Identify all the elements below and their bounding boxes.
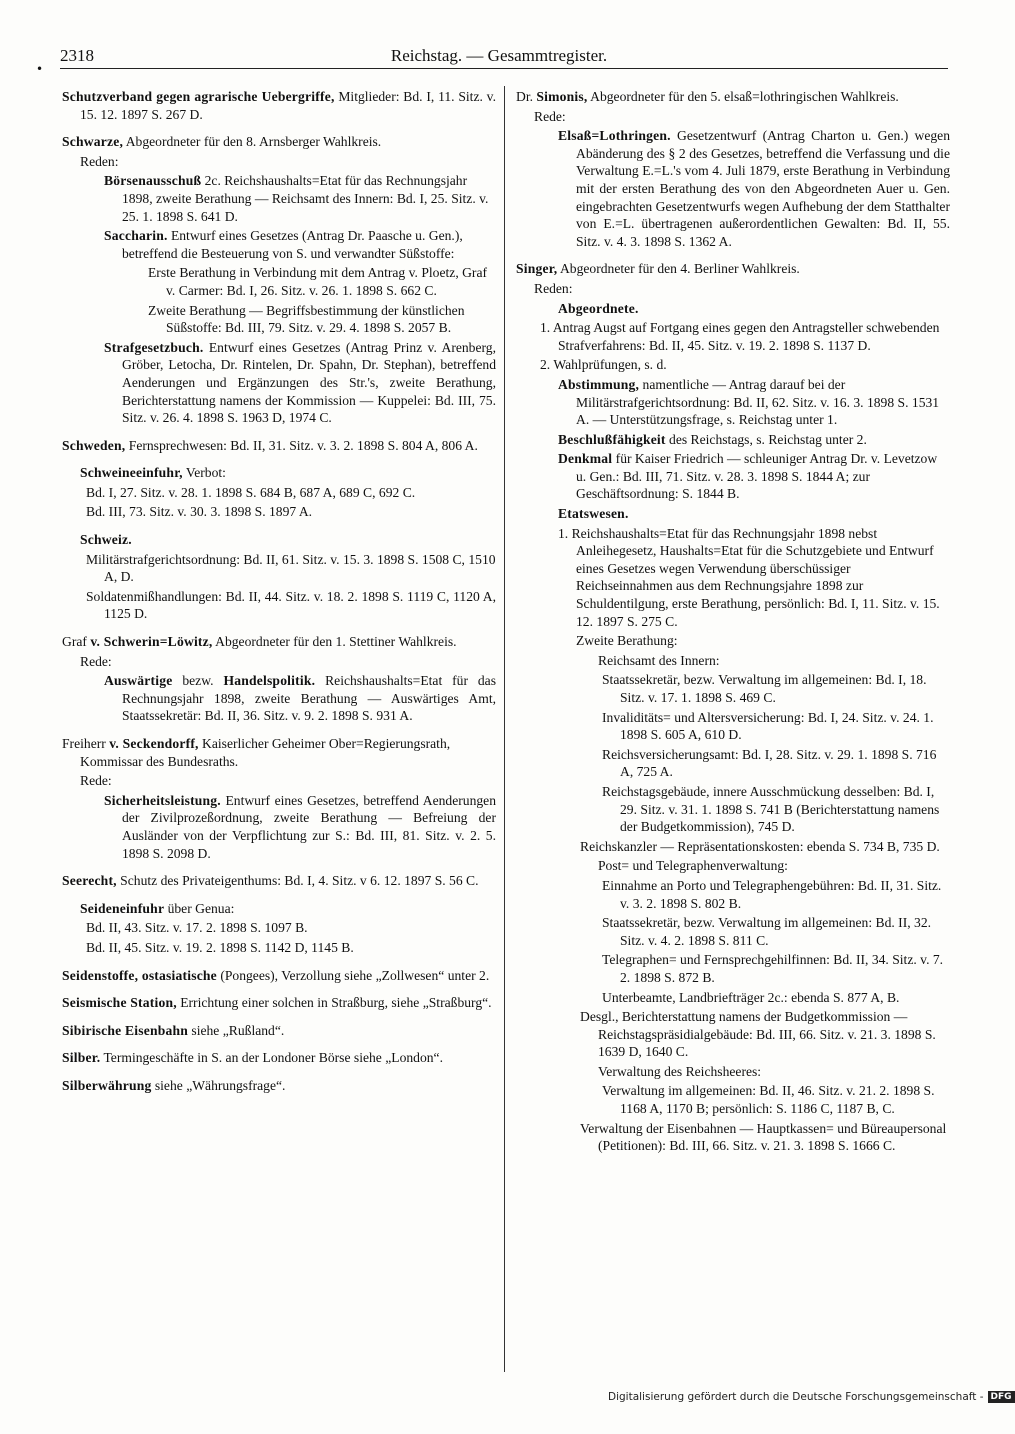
entry-text: siehe „Rußland“. <box>188 1022 285 1038</box>
index-entry <box>514 525 950 631</box>
entry-keyword: v. Seckendorff, <box>109 736 199 751</box>
entry-text: 2. Wahlprüfungen, s. d. <box>540 357 667 373</box>
entry-keyword: Seideneinfuhr <box>80 900 165 916</box>
index-entry <box>60 339 496 427</box>
index-entry <box>60 872 496 890</box>
index-entry <box>514 356 950 374</box>
entry-text: (Pongees), Verzollung siehe „Zollwesen“ unter 2. <box>216 967 490 983</box>
entry-text: Rede: <box>534 108 566 124</box>
entry-keyword: Seerecht, <box>62 873 117 889</box>
index-entry <box>60 967 496 985</box>
index-entry <box>514 1063 950 1081</box>
index-entry <box>60 153 496 171</box>
entry-keyword: v. Schwerin=Löwitz, <box>90 634 213 650</box>
index-entry <box>514 300 950 318</box>
entry-text: Abgeordneter für den 5. elsaß=lothringischen Wahlkreis. <box>587 89 899 104</box>
entry-keyword: Schutzverband gegen agrarische Uebergriffe, <box>62 89 335 104</box>
entry-keyword: Auswärtige <box>104 673 173 689</box>
entry-keyword: Handelspolitik. <box>223 673 316 689</box>
index-entry <box>514 1082 950 1117</box>
index-entry <box>514 280 950 298</box>
index-entry <box>514 652 950 670</box>
index-entry <box>514 1008 950 1061</box>
entry-text: Post= und Telegraphenverwaltung: <box>598 858 788 874</box>
entry-text: Invaliditäts= und Altersversicherung: Bd. I, 24. Sitz. v. 24. 1. 1898 S. 605 A, 610 D. <box>602 709 934 743</box>
entry-keyword: Beschlußfähigkeit <box>558 431 666 447</box>
header-rule <box>60 68 948 69</box>
index-entry <box>60 464 496 482</box>
index-entry <box>514 951 950 986</box>
entry-text: Entwurf eines Gesetzes (Antrag Prinz v. Arenberg, Gröber, Letocha, Dr. Rintelen, Dr. Spahn, Dr. Stephan), betreffend Aenderungen und Ergänzungen des Str.'s, zweite Berathung, Berichterstattung namens der Kommission — Kuppelei: Bd. III, 75. Sitz. v. 26. 4. 1898 S. 1963 D, 1974 C. <box>122 339 496 426</box>
index-entry <box>60 1077 496 1095</box>
entry-keyword: Simonis, <box>536 89 588 104</box>
index-entry <box>60 1049 496 1067</box>
index-entry <box>60 588 496 623</box>
index-entry <box>60 227 496 262</box>
entry-text: Militärstrafgerichtsordnung: Bd. II, 61. Sitz. v. 15. 3. 1898 S. 1508 C, 1510 A, D. <box>86 551 496 585</box>
entry-text: Rede: <box>80 773 112 789</box>
index-entry <box>60 900 496 918</box>
entry-keyword: Silberwährung <box>62 1077 152 1093</box>
entry-keyword: Schwarze, <box>62 134 124 150</box>
entry-text: Schutz des Privateigenthums: Bd. I, 4. Sitz. v 6. 12. 1897 S. 56 C. <box>116 873 479 889</box>
running-title: Reichstag. — Gesammtregister. <box>390 46 608 65</box>
index-entry <box>514 877 950 912</box>
index-entry <box>514 1120 950 1155</box>
index-entry <box>514 450 950 503</box>
entry-text: Unterbeamte, Landbriefträger 2c.: ebenda S. 877 A, B. <box>602 989 900 1005</box>
index-entry <box>60 133 496 151</box>
entry-text: Bd. II, 45. Sitz. v. 19. 2. 1898 S. 1142 D, 1145 B. <box>86 939 354 955</box>
index-entry <box>514 838 950 856</box>
entry-keyword: Schweineeinfuhr, <box>80 465 183 481</box>
entry-text: Reichsamt des Innern: <box>598 652 720 668</box>
index-entry <box>60 437 496 455</box>
entry-text: Reichstagsgebäude, innere Ausschmückung desselben: Bd. I, 29. Sitz. v. 31. 1. 1898 S. 741 B (Berichterstattung namens der Budgetkommission), 745 D. <box>602 783 940 835</box>
entry-text: Kaiserlicher Geheimer Ober=Regierungsrath, Kommissar des Bundesraths. <box>80 736 451 769</box>
index-entry <box>60 531 496 549</box>
index-entry <box>60 772 496 790</box>
entry-keyword: Abgeordnete. <box>558 300 639 316</box>
entry-text: 1. Reichshaushalts=Etat für das Rechnungsjahr 1898 nebst Anleihegesetz, Haushalts=Etat für die Schutzgebiete und Entwurf eines Gesetzes wegen Verwendung überschüssiger Reichseinnahmen aus dem Rechnungsjahre 1898 zur Schuldentilgung, erste Berathung, persönlich: Bd. I, 11. Sitz. v. 15. 12. 1897 S. 275 C. <box>558 525 940 629</box>
entry-keyword: Schweden, <box>62 437 126 453</box>
entry-text: siehe „Währungsfrage“. <box>151 1077 286 1093</box>
entry-text: Reden: <box>534 280 573 296</box>
entry-text: Errichtung einer solchen in Straßburg, siehe „Straßburg“. <box>176 995 492 1011</box>
entry-text: Soldatenmißhandlungen: Bd. II, 44. Sitz. v. 18. 2. 1898 S. 1119 C, 1120 A, 1125 D. <box>86 588 496 622</box>
entry-text: Reichskanzler — Repräsentationskosten: ebenda S. 734 B, 735 D. <box>580 838 940 854</box>
index-entry <box>60 939 496 957</box>
margin-mark: • <box>36 62 44 76</box>
entry-text: Telegraphen= und Fernsprechgehilfinnen: Bd. II, 34. Sitz. v. 7. 2. 1898 S. 872 B. <box>602 952 944 985</box>
entry-keyword: Saccharin. <box>104 228 168 244</box>
entry-text: über Genua: <box>164 900 235 916</box>
entry-keyword: Schweiz. <box>80 532 132 548</box>
entry-text: Zweite Berathung: <box>576 633 678 649</box>
entry-text: Dr. <box>516 89 537 104</box>
index-entry <box>60 503 496 521</box>
entry-text: Einnahme an Porto und Telegraphengebühren: Bd. II, 31. Sitz. v. 3. 2. 1898 S. 802 B. <box>602 877 942 911</box>
index-entry <box>60 484 496 502</box>
entry-text: Reichshaushalts=Etat für das Rechnungsjahr 1898, zweite Berathung — Auswärtiges Amt, Staatssekretär: Bd. II, 36. Sitz. v. 9. 2. 1898 S. 931 A. <box>122 673 496 724</box>
index-entry <box>514 127 950 250</box>
page-header <box>34 36 964 66</box>
entry-keyword: Etatswesen. <box>558 506 629 522</box>
entry-text: Erste Berathung in Verbindung mit dem Antrag v. Ploetz, Graf v. Carmer: Bd. I, 26. Sitz. v. 26. 1. 1898 S. 662 C. <box>148 265 488 298</box>
entry-text: Entwurf eines Gesetzes, betreffend Aenderungen der Zivilprozeßordnung, zweite Berathung — Befreiung der Ausländer von der Verpflichtung zur S.: Bd. III, 81. Sitz. v. 2. 5. 1898 S. 2098 D. <box>122 792 496 861</box>
entry-text: Bd. III, 73. Sitz. v. 30. 3. 1898 S. 1897 A. <box>86 504 313 520</box>
index-entry <box>60 264 496 299</box>
entry-text: bezw. <box>172 673 224 689</box>
entry-keyword: Sibirische Eisenbahn <box>62 1022 189 1038</box>
entry-text: Abgeordneter für den 8. Arnsberger Wahlkreis. <box>123 134 382 150</box>
entry-keyword: Seidenstoffe, ostasiatische <box>62 967 217 983</box>
left-column <box>60 88 496 1105</box>
entry-keyword: Singer, <box>516 261 558 277</box>
entry-text: Reden: <box>80 153 119 169</box>
entry-text: Zweite Berathung — Begriffsbestimmung der künstlichen Süßstoffe: Bd. III, 79. Sitz. v. 29. 4. 1898 S. 2057 B. <box>148 302 465 336</box>
entry-text: Abgeordneter für den 4. Berliner Wahlkreis. <box>557 261 800 277</box>
right-column <box>514 88 950 1157</box>
entry-keyword: Denkmal <box>558 451 613 467</box>
index-entry <box>514 505 950 523</box>
entry-text: Bd. I, 27. Sitz. v. 28. 1. 1898 S. 684 B, 687 A, 689 C, 692 C. <box>86 484 416 500</box>
index-entry <box>60 792 496 862</box>
entry-text: Verbot: <box>182 465 226 481</box>
entry-text: Abgeordneter für den 1. Stettiner Wahlkreis. <box>212 634 457 650</box>
index-entry <box>514 376 950 429</box>
entry-keyword: Sicherheitsleistung. <box>104 792 221 808</box>
entry-text: Staatssekretär, bezw. Verwaltung im allgemeinen: Bd. I, 18. Sitz. v. 17. 1. 1898 S. 469 C. <box>602 672 927 705</box>
index-entry <box>514 671 950 706</box>
entry-keyword: Abstimmung, <box>558 376 640 392</box>
entry-text: Verwaltung des Reichsheeres: <box>598 1063 762 1079</box>
index-entry <box>514 632 950 650</box>
index-entry <box>514 746 950 781</box>
entry-text: Gesetzentwurf (Antrag Charton u. Gen.) wegen Abänderung des § 2 des Gesetzes, betreffend die Verfassung und die Verwaltung E.=L.'s vom 4. Juli 1879, erste Berathung in Verbindung mit der ersten Berathung des von den Abgeordneten Auer u. Gen. eingebrachten Gesetzentwurfs wegen Aufhebung der dem Statthalter von E.=L. übertragenen außerordentlichen Gewalten: Bd. II, 55. Sitz. v. 4. 3. 1898 S. 1362 A. <box>576 128 950 249</box>
entry-text: Entwurf eines Gesetzes (Antrag Dr. Paasche u. Gen.), betreffend die Besteuerung von S. und verwandter Süßstoffe: <box>122 228 463 261</box>
index-entry <box>514 783 950 836</box>
index-entry <box>514 857 950 875</box>
entry-text: Fernsprechwesen: Bd. II, 31. Sitz. v. 3. 2. 1898 S. 804 A, 806 A. <box>125 437 478 453</box>
index-entry <box>60 919 496 937</box>
entry-keyword: Börsenausschuß <box>104 173 202 189</box>
index-entry <box>60 88 496 123</box>
index-entry <box>60 551 496 586</box>
entry-text: Freiherr <box>62 736 110 751</box>
entry-text: 1. Antrag Augst auf Fortgang eines gegen den Antragsteller schwebenden Strafverfahrens: Bd. II, 45. Sitz. v. 19. 2. 1898 S. 1137 D. <box>540 320 940 353</box>
entry-text: 2c. Reichshaushalts=Etat für das Rechnungsjahr 1898, zweite Berathung — Reichsamt des Innern: Bd. I, 25. Sitz. v. 25. 1. 1898 S. 641 D. <box>122 173 489 224</box>
entry-text: Graf <box>62 634 91 650</box>
index-entry <box>60 172 496 225</box>
footer-text: Digitalisierung gefördert durch die Deutsche Forschungsgemeinschaft - <box>608 1391 984 1403</box>
entry-text: für Kaiser Friedrich — schleuniger Antrag Dr. v. Levetzow u. Gen.: Bd. III, 71. Sitz. v. 28. 3. 1898 S. 1844 A; zur Geschäftsordnung: S. 1844 B. <box>576 451 938 502</box>
entry-text: Desgl., Berichterstattung namens der Budgetkommission — Reichstagspräsidialgebäude: Bd. III, 66. Sitz. v. 21. 3. 1898 S. 1639 D, 1640 C. <box>580 1009 936 1060</box>
entry-text: Mitglieder: Bd. I, 11. Sitz. v. 15. 12. 1897 S. 267 D. <box>80 89 496 122</box>
entry-text: Verwaltung der Eisenbahnen — Hauptkassen= und Büreaupersonal (Petitionen): Bd. III, 66. Sitz. v. 21. 3. 1898 S. 1666 C. <box>580 1120 947 1154</box>
index-entry <box>514 88 950 106</box>
page-number: 2318 <box>60 46 94 65</box>
entry-text: Rede: <box>80 653 112 669</box>
index-entry <box>60 672 496 725</box>
index-entry <box>514 914 950 949</box>
index-entry <box>60 653 496 671</box>
index-entry <box>60 633 496 651</box>
dfg-logo: DFG <box>988 1391 1015 1403</box>
footer-credit <box>608 1391 1015 1403</box>
entry-text: Termingeschäfte in S. an der Londoner Börse siehe „London“. <box>100 1050 443 1066</box>
index-entry <box>514 319 950 354</box>
index-entry <box>514 431 950 449</box>
entry-keyword: Strafgesetzbuch. <box>104 339 204 355</box>
index-entry <box>514 989 950 1007</box>
index-entry <box>514 260 950 278</box>
index-entry <box>514 709 950 744</box>
index-entry <box>514 108 950 126</box>
index-entry <box>60 735 496 770</box>
entry-text: Staatssekretär, bezw. Verwaltung im allgemeinen: Bd. II, 32. Sitz. v. 4. 2. 1898 S. 811 C. <box>602 915 932 948</box>
index-entry <box>60 302 496 337</box>
entry-keyword: Seismische Station, <box>62 995 177 1011</box>
entry-text: namentliche — Antrag darauf bei der Militärstrafgerichtsordnung: Bd. II, 62. Sitz. v. 16. 3. 1898 S. 1531 A. — Unterstützungsfrage, s. Reichstag unter 1. <box>576 376 940 428</box>
index-entry <box>60 1022 496 1040</box>
entry-text: Verwaltung im allgemeinen: Bd. II, 46. Sitz. v. 21. 2. 1898 S. 1168 A, 1170 B; persönlich: S. 1186 C, 1187 B, C. <box>602 1083 935 1117</box>
entry-keyword: Silber. <box>62 1050 101 1066</box>
index-entry <box>60 994 496 1012</box>
entry-text: Reichsversicherungsamt: Bd. I, 28. Sitz. v. 29. 1. 1898 S. 716 A, 725 A. <box>602 746 937 780</box>
entry-text: Bd. II, 43. Sitz. v. 17. 2. 1898 S. 1097 B. <box>86 920 308 936</box>
column-divider <box>504 86 505 1372</box>
entry-keyword: Elsaß=Lothringen. <box>558 128 671 144</box>
entry-text: des Reichstags, s. Reichstag unter 2. <box>665 431 867 447</box>
